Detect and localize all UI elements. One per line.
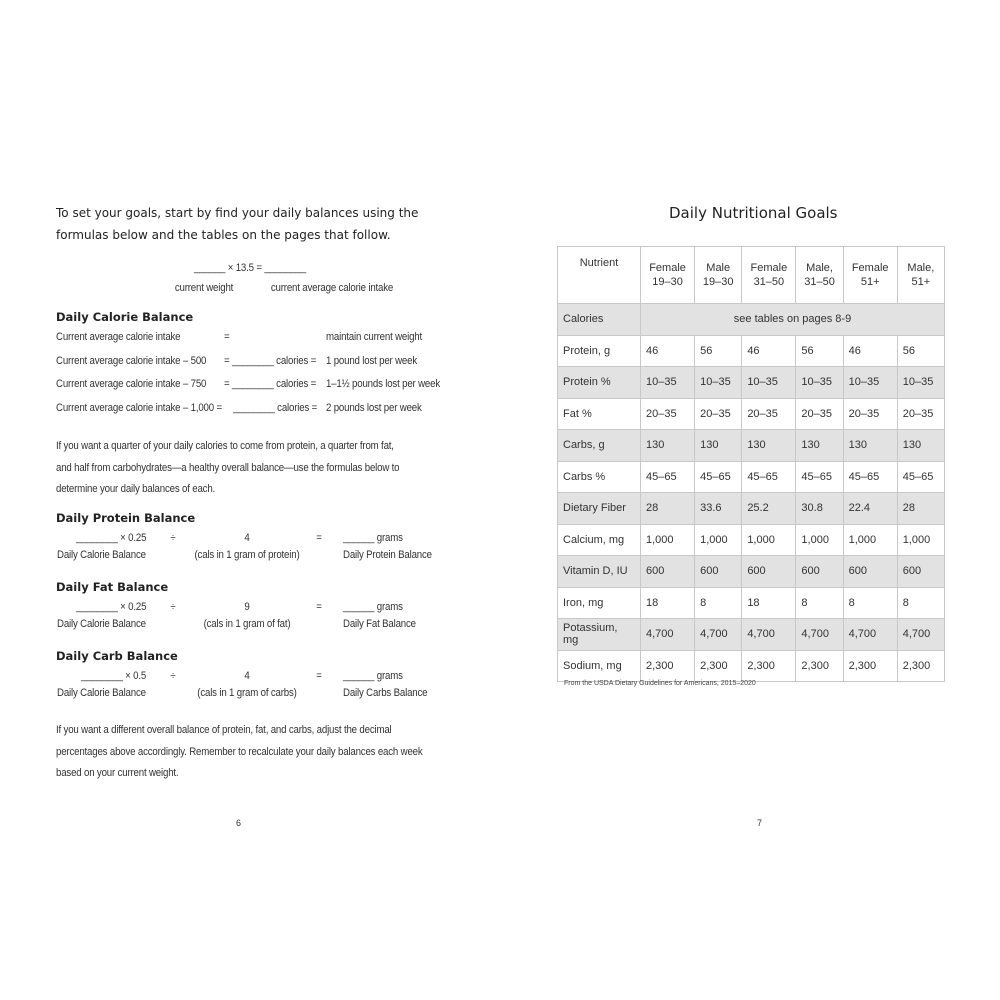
header-group <box>695 247 742 304</box>
nutrient-label: Fat % <box>558 398 641 430</box>
header-group <box>843 247 897 304</box>
page-number: 7 <box>757 818 763 828</box>
header-line: Female <box>851 262 889 274</box>
calorie-row-result: 1–1½ pounds lost per week <box>326 378 441 390</box>
table-cell: 10–35 <box>641 367 695 399</box>
formula-grams: ______ grams <box>343 532 403 544</box>
table-cell: 56 <box>796 335 843 367</box>
table-row <box>558 619 945 651</box>
table-cell: 20–35 <box>796 398 843 430</box>
calorie-row-result: 2 pounds lost per week <box>326 402 422 414</box>
formula-label-left: Daily Calorie Balance <box>57 549 146 561</box>
source-note: From the USDA Dietary Guidelines for Americans, 2015–2020 <box>564 680 756 687</box>
header-line: Male, <box>907 262 935 274</box>
intro-text <box>56 202 418 246</box>
table-cell: 10–35 <box>843 367 897 399</box>
table-cell: 600 <box>742 556 796 588</box>
calorie-row-left: Current average calorie intake <box>56 331 181 343</box>
table-cell: 1,000 <box>641 524 695 556</box>
table-cell: 56 <box>897 335 944 367</box>
table-cell: 600 <box>695 556 742 588</box>
table-cell: 2,300 <box>742 650 796 682</box>
table-cell: 130 <box>843 430 897 462</box>
formula-grams: ______ grams <box>343 601 403 613</box>
paragraph-line: If you want a different overall balance of protein, fat, and carbs, adjust the decimal <box>56 724 392 736</box>
table-cell: 28 <box>641 493 695 525</box>
table-cell: 8 <box>897 587 944 619</box>
table-cell: 10–35 <box>897 367 944 399</box>
table-cell: 2,300 <box>843 650 897 682</box>
paragraph-line: If you want a quarter of your daily calories to come from protein, a quarter from fat, <box>56 440 394 452</box>
table-row <box>558 430 945 462</box>
formula-label-left: Daily Calorie Balance <box>57 687 146 699</box>
adjust-paragraph <box>56 720 423 785</box>
nutrient-label: Carbs, g <box>558 430 641 462</box>
table-cell: 45–65 <box>843 461 897 493</box>
table-header-row <box>558 247 945 304</box>
equals-sign: = <box>316 670 322 682</box>
table-cell: 20–35 <box>641 398 695 430</box>
table-cell: 10–35 <box>695 367 742 399</box>
table-cell: 56 <box>695 335 742 367</box>
table-cell: 600 <box>641 556 695 588</box>
calorie-row-result: maintain current weight <box>326 331 423 343</box>
header-line: Female <box>649 262 686 274</box>
header-line: Nutrient <box>579 257 619 269</box>
table-cell: 30.8 <box>796 493 843 525</box>
table-cell: 25.2 <box>742 493 796 525</box>
header-line: 31–50 <box>753 276 785 288</box>
divide-sign: ÷ <box>170 532 176 544</box>
formula-heading: Daily Fat Balance <box>56 580 169 594</box>
table-cell: 10–35 <box>796 367 843 399</box>
header-line: 51+ <box>860 276 880 288</box>
table-cell: 1,000 <box>742 524 796 556</box>
formula-label-mid: (cals in 1 gram of protein) <box>194 549 300 561</box>
table-row <box>558 398 945 430</box>
formula-label-mid: (cals in 1 gram of carbs) <box>197 687 297 699</box>
table-cell: 45–65 <box>796 461 843 493</box>
nutrient-label: Dietary Fiber <box>558 493 641 525</box>
formula-label-right: Daily Fat Balance <box>343 618 416 630</box>
table-cell: 1,000 <box>796 524 843 556</box>
divide-sign: ÷ <box>170 670 176 682</box>
nutrient-label: Carbs % <box>558 461 641 493</box>
table-row <box>558 335 945 367</box>
table-cell: 4,700 <box>641 619 695 651</box>
table-cell: 18 <box>742 587 796 619</box>
table-cell: 33.6 <box>695 493 742 525</box>
table-cell: 130 <box>695 430 742 462</box>
header-line: Male <box>706 262 731 274</box>
nutrient-label: Protein % <box>558 367 641 399</box>
table-cell: 45–65 <box>695 461 742 493</box>
table-row <box>558 304 945 336</box>
table-cell: 10–35 <box>742 367 796 399</box>
formula-label-right: Daily Protein Balance <box>343 549 432 561</box>
formula-grams: ______ grams <box>343 670 403 682</box>
header-group <box>641 247 695 304</box>
equals-sign: = <box>316 532 322 544</box>
paragraph-line: determine your daily balances of each. <box>56 483 216 495</box>
table-cell: 46 <box>641 335 695 367</box>
table-cell: 1,000 <box>843 524 897 556</box>
table-cell: 46 <box>843 335 897 367</box>
formula-label-right: Daily Carbs Balance <box>343 687 428 699</box>
calorie-balance-heading: Daily Calorie Balance <box>56 310 194 324</box>
formula-divisor: 4 <box>244 670 250 682</box>
table-cell: 46 <box>742 335 796 367</box>
table-cell: 4,700 <box>796 619 843 651</box>
table-cell: 8 <box>695 587 742 619</box>
table-row <box>558 367 945 399</box>
calorie-row-eq: = <box>224 331 230 343</box>
formula-mult: ________ × 0.25 <box>76 601 147 613</box>
table-cell: 4,700 <box>897 619 944 651</box>
current-weight-label: current weight <box>174 282 234 294</box>
nutrient-label: Sodium, mg <box>558 650 641 682</box>
formula-heading: Daily Protein Balance <box>56 511 196 525</box>
nutrient-label: Vitamin D, IU <box>558 556 641 588</box>
table-cell: 1,000 <box>897 524 944 556</box>
table-row <box>558 461 945 493</box>
calorie-row-left: Current average calorie intake – 1,000 = <box>56 402 222 414</box>
table-cell: 8 <box>843 587 897 619</box>
paragraph-line: and half from carbohydrates—a healthy overall balance—use the formulas below to <box>56 461 400 474</box>
paragraph-line: based on your current weight. <box>56 767 179 779</box>
table-cell: 130 <box>897 430 944 462</box>
table-cell: 20–35 <box>897 398 944 430</box>
table-cell: 4,700 <box>695 619 742 651</box>
nutrient-label: Potassium, mg <box>558 619 641 651</box>
table-cell: 45–65 <box>897 461 944 493</box>
table-cell: 600 <box>897 556 944 588</box>
table-cell: 28 <box>897 493 944 525</box>
table-cell: 20–35 <box>742 398 796 430</box>
nutrition-table <box>557 246 945 682</box>
table-cell: 1,000 <box>695 524 742 556</box>
table-cell: 130 <box>641 430 695 462</box>
table-cell: 20–35 <box>695 398 742 430</box>
nutrient-label: Calories <box>558 304 641 336</box>
table-row <box>558 493 945 525</box>
nutrient-label: Iron, mg <box>558 587 641 619</box>
formula-divisor: 9 <box>244 601 250 613</box>
table-cell: 45–65 <box>641 461 695 493</box>
table-cell: 22.4 <box>843 493 897 525</box>
table-cell: 4,700 <box>742 619 796 651</box>
table-row <box>558 587 945 619</box>
calorie-row-result: 1 pound lost per week <box>326 355 418 367</box>
divide-sign: ÷ <box>170 601 176 613</box>
page-number: 6 <box>236 818 242 828</box>
calorie-row-eq: = ________ calories = <box>224 355 317 367</box>
table-cell: 130 <box>796 430 843 462</box>
calorie-row-eq: = ________ calories = <box>224 378 317 390</box>
paragraph-line: percentages above accordingly. Remember to recalculate your daily balances each week <box>56 745 423 758</box>
header-line: Female <box>750 262 788 274</box>
header-line: 31–50 <box>804 276 835 288</box>
formula-label-left: Daily Calorie Balance <box>57 618 146 630</box>
balance-paragraph <box>56 436 399 501</box>
calorie-row-left: Current average calorie intake – 500 <box>56 355 207 367</box>
header-group <box>897 247 944 304</box>
table-cell: 2,300 <box>695 650 742 682</box>
calorie-row-left: Current average calorie intake – 750 <box>56 378 207 390</box>
formula-label-mid: (cals in 1 gram of fat) <box>203 618 291 630</box>
table-cell: 600 <box>796 556 843 588</box>
calorie-row-eq: ________ calories = <box>233 402 318 414</box>
formula-mult: ________ × 0.25 <box>76 532 147 544</box>
table-cell: 130 <box>742 430 796 462</box>
table-row <box>558 524 945 556</box>
intro-line: To set your goals, start by find your daily balances using the <box>56 206 419 220</box>
nutrient-label: Calcium, mg <box>558 524 641 556</box>
formula-mult: ________ × 0.5 <box>81 670 147 682</box>
header-nutrient <box>558 247 641 304</box>
table-cell: 4,700 <box>843 619 897 651</box>
table-cell: 2,300 <box>897 650 944 682</box>
header-line: Male, <box>806 262 833 274</box>
table-cell: 8 <box>796 587 843 619</box>
header-group <box>742 247 796 304</box>
table-cell: 2,300 <box>796 650 843 682</box>
header-line: 51+ <box>911 276 931 288</box>
table-row <box>558 556 945 588</box>
page-title: Daily Nutritional Goals <box>669 204 838 222</box>
nutrient-label: Protein, g <box>558 335 641 367</box>
header-group <box>796 247 843 304</box>
header-line: 19–30 <box>652 276 683 288</box>
calories-note: see tables on pages 8-9 <box>641 304 945 336</box>
header-line: 19–30 <box>702 276 734 288</box>
table-row <box>558 650 945 682</box>
table-cell: 18 <box>641 587 695 619</box>
table-cell: 2,300 <box>641 650 695 682</box>
table-cell: 20–35 <box>843 398 897 430</box>
formula-divisor: 4 <box>244 532 250 544</box>
weight-formula: ______ × 13.5 = ________ <box>193 262 307 274</box>
table-cell: 45–65 <box>742 461 796 493</box>
table-cell: 600 <box>843 556 897 588</box>
intro-line: formulas below and the tables on the pages that follow. <box>56 228 391 242</box>
equals-sign: = <box>316 601 322 613</box>
calorie-intake-label: current average calorie intake <box>270 282 394 294</box>
formula-heading: Daily Carb Balance <box>56 649 178 663</box>
